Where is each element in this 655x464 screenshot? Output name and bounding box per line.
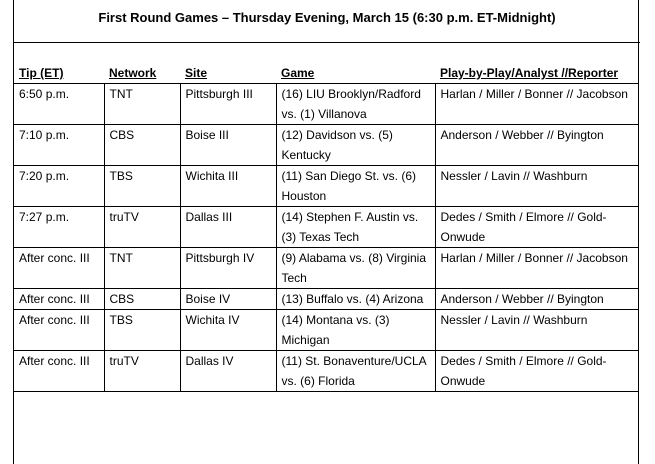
page-title: First Round Games – Thursday Evening, March 15 (6:30 p.m. ET-Midnight) bbox=[98, 10, 556, 25]
cell-network: CBS bbox=[104, 289, 180, 310]
cell-announcers: Dedes / Smith / Elmore // Gold-Onwude bbox=[435, 351, 639, 392]
table-row bbox=[14, 84, 639, 125]
cell-game: (14) Montana vs. (3) Michigan bbox=[276, 310, 435, 351]
cell-network: TBS bbox=[104, 310, 180, 351]
cell-network: CBS bbox=[104, 125, 180, 166]
cell-network: TNT bbox=[104, 84, 180, 125]
table-row bbox=[14, 125, 639, 166]
cell-announcers: Nessler / Lavin // Washburn bbox=[435, 166, 639, 207]
cell-site: Pittsburgh IV bbox=[180, 248, 276, 289]
schedule-frame bbox=[13, 0, 639, 464]
cell-site: Dallas III bbox=[180, 207, 276, 248]
cell-game: (12) Davidson vs. (5) Kentucky bbox=[276, 125, 435, 166]
cell-announcers: Harlan / Miller / Bonner // Jacobson bbox=[435, 84, 639, 125]
header-site: Site bbox=[180, 43, 276, 84]
cell-network: TBS bbox=[104, 166, 180, 207]
header-game: Game bbox=[276, 43, 435, 84]
cell-network: TNT bbox=[104, 248, 180, 289]
cell-site: Boise IV bbox=[180, 289, 276, 310]
table-row bbox=[14, 351, 639, 392]
cell-game: (13) Buffalo vs. (4) Arizona bbox=[276, 289, 435, 310]
schedule-table bbox=[14, 43, 639, 392]
cell-site: Wichita IV bbox=[180, 310, 276, 351]
cell-game: (16) LIU Brooklyn/Radford vs. (1) Villanova bbox=[276, 84, 435, 125]
table-row bbox=[14, 207, 639, 248]
header-tip: Tip (ET) bbox=[14, 43, 104, 84]
cell-tip: After conc. III bbox=[14, 248, 104, 289]
cell-site: Wichita III bbox=[180, 166, 276, 207]
cell-tip: After conc. III bbox=[14, 351, 104, 392]
cell-announcers: Anderson / Webber // Byington bbox=[435, 289, 639, 310]
cell-game: (9) Alabama vs. (8) Virginia Tech bbox=[276, 248, 435, 289]
cell-site: Pittsburgh III bbox=[180, 84, 276, 125]
cell-announcers: Anderson / Webber // Byington bbox=[435, 125, 639, 166]
header-network: Network bbox=[104, 43, 180, 84]
cell-tip: After conc. III bbox=[14, 289, 104, 310]
header-row bbox=[14, 43, 639, 84]
cell-tip: After conc. III bbox=[14, 310, 104, 351]
cell-tip: 7:27 p.m. bbox=[14, 207, 104, 248]
cell-site: Dallas IV bbox=[180, 351, 276, 392]
cell-game: (11) St. Bonaventure/UCLA vs. (6) Florida bbox=[276, 351, 435, 392]
table-row bbox=[14, 310, 639, 351]
cell-network: truTV bbox=[104, 207, 180, 248]
cell-game: (14) Stephen F. Austin vs. (3) Texas Tech bbox=[276, 207, 435, 248]
cell-game: (11) San Diego St. vs. (6) Houston bbox=[276, 166, 435, 207]
cell-tip: 7:20 p.m. bbox=[14, 166, 104, 207]
cell-site: Boise III bbox=[180, 125, 276, 166]
table-row bbox=[14, 166, 639, 207]
cell-tip: 6:50 p.m. bbox=[14, 84, 104, 125]
table-row bbox=[14, 248, 639, 289]
header-announcers: Play-by-Play/Analyst //Reporter bbox=[435, 43, 639, 84]
table-row bbox=[14, 289, 639, 310]
cell-tip: 7:10 p.m. bbox=[14, 125, 104, 166]
cell-announcers: Harlan / Miller / Bonner // Jacobson bbox=[435, 248, 639, 289]
cell-announcers: Nessler / Lavin // Washburn bbox=[435, 310, 639, 351]
cell-announcers: Dedes / Smith / Elmore // Gold-Onwude bbox=[435, 207, 639, 248]
cell-network: truTV bbox=[104, 351, 180, 392]
